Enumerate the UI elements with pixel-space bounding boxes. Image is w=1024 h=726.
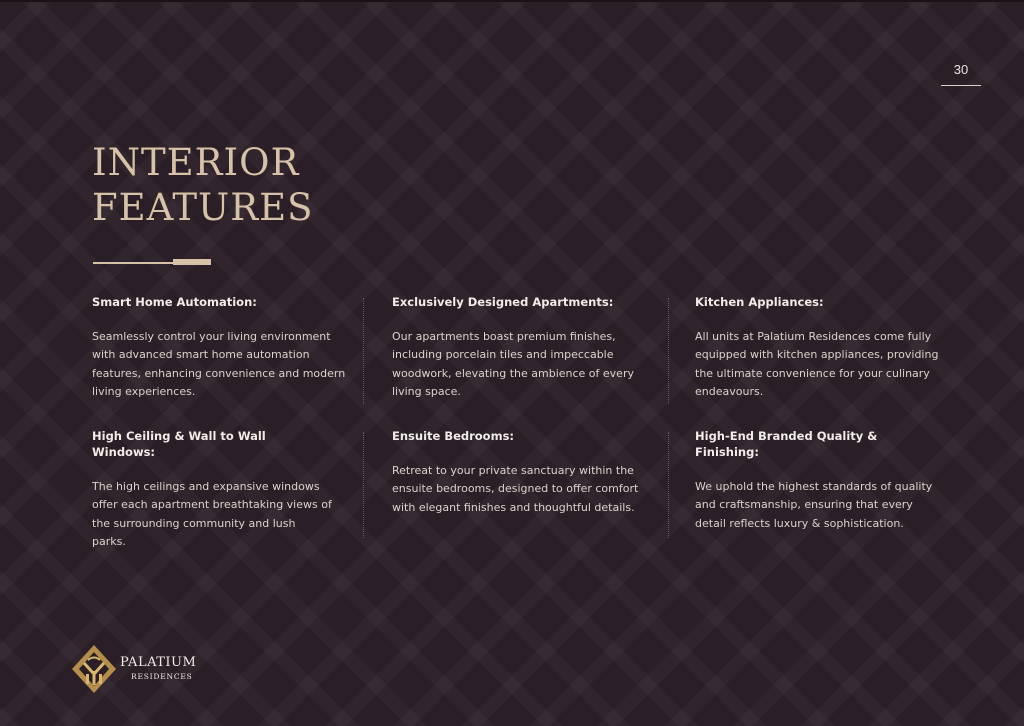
brand-subtitle: RESIDENCES — [131, 672, 193, 681]
brand-logo — [70, 643, 220, 695]
feature-heading: Smart Home Automation: — [92, 295, 257, 309]
column-divider — [668, 432, 669, 538]
feature-heading: Exclusively Designed Apartments: — [392, 295, 614, 309]
column-divider — [668, 298, 669, 404]
feature-high-ceiling — [92, 428, 332, 551]
feature-body: Our apartments boast premium finishes, including porcelain tiles and impeccable woodwork, elevating the ambience of every living space. — [392, 330, 634, 398]
feature-branded-quality — [695, 428, 945, 533]
feature-kitchen-appliances — [695, 294, 945, 401]
page-title — [92, 140, 313, 230]
feature-body: Retreat to your private sanctuary within the ensuite bedrooms, designed to offer comfort with elegant finishes and thoughtful details. — [392, 464, 639, 514]
feature-body: We uphold the highest standards of quality and craftsmanship, ensuring that every detail reflects luxury & sophistication. — [695, 480, 933, 530]
feature-smart-home — [92, 294, 354, 401]
feature-ensuite-bedrooms — [392, 428, 648, 517]
brand-name: PALATIUM — [120, 655, 197, 670]
feature-heading: Kitchen Appliances: — [695, 295, 824, 309]
feature-designed-apartments — [392, 294, 642, 401]
palatium-emblem-icon — [70, 643, 118, 695]
column-divider — [363, 432, 364, 538]
feature-heading: Ensuite Bedrooms: — [392, 429, 515, 443]
page-number: 30 — [941, 62, 981, 86]
feature-body: All units at Palatium Residences come fully equipped with kitchen appliances, providing the ultimate convenience for your culinary endeavours. — [695, 330, 939, 398]
feature-body: The high ceilings and expansive windows offer each apartment breathtaking views of the surrounding community and lush parks. — [92, 480, 332, 548]
title-line-2: FEATURES — [92, 186, 314, 229]
feature-body: Seamlessly control your living environment with advanced smart home automation features, enhancing convenience and modern living experiences. — [92, 330, 346, 398]
feature-heading: High-End Branded Quality & Finishing: — [695, 429, 878, 459]
feature-heading: High Ceiling & Wall to Wall Windows: — [92, 429, 266, 459]
title-line-1: INTERIOR — [92, 141, 300, 184]
title-underline — [93, 259, 211, 267]
column-divider — [363, 298, 364, 404]
